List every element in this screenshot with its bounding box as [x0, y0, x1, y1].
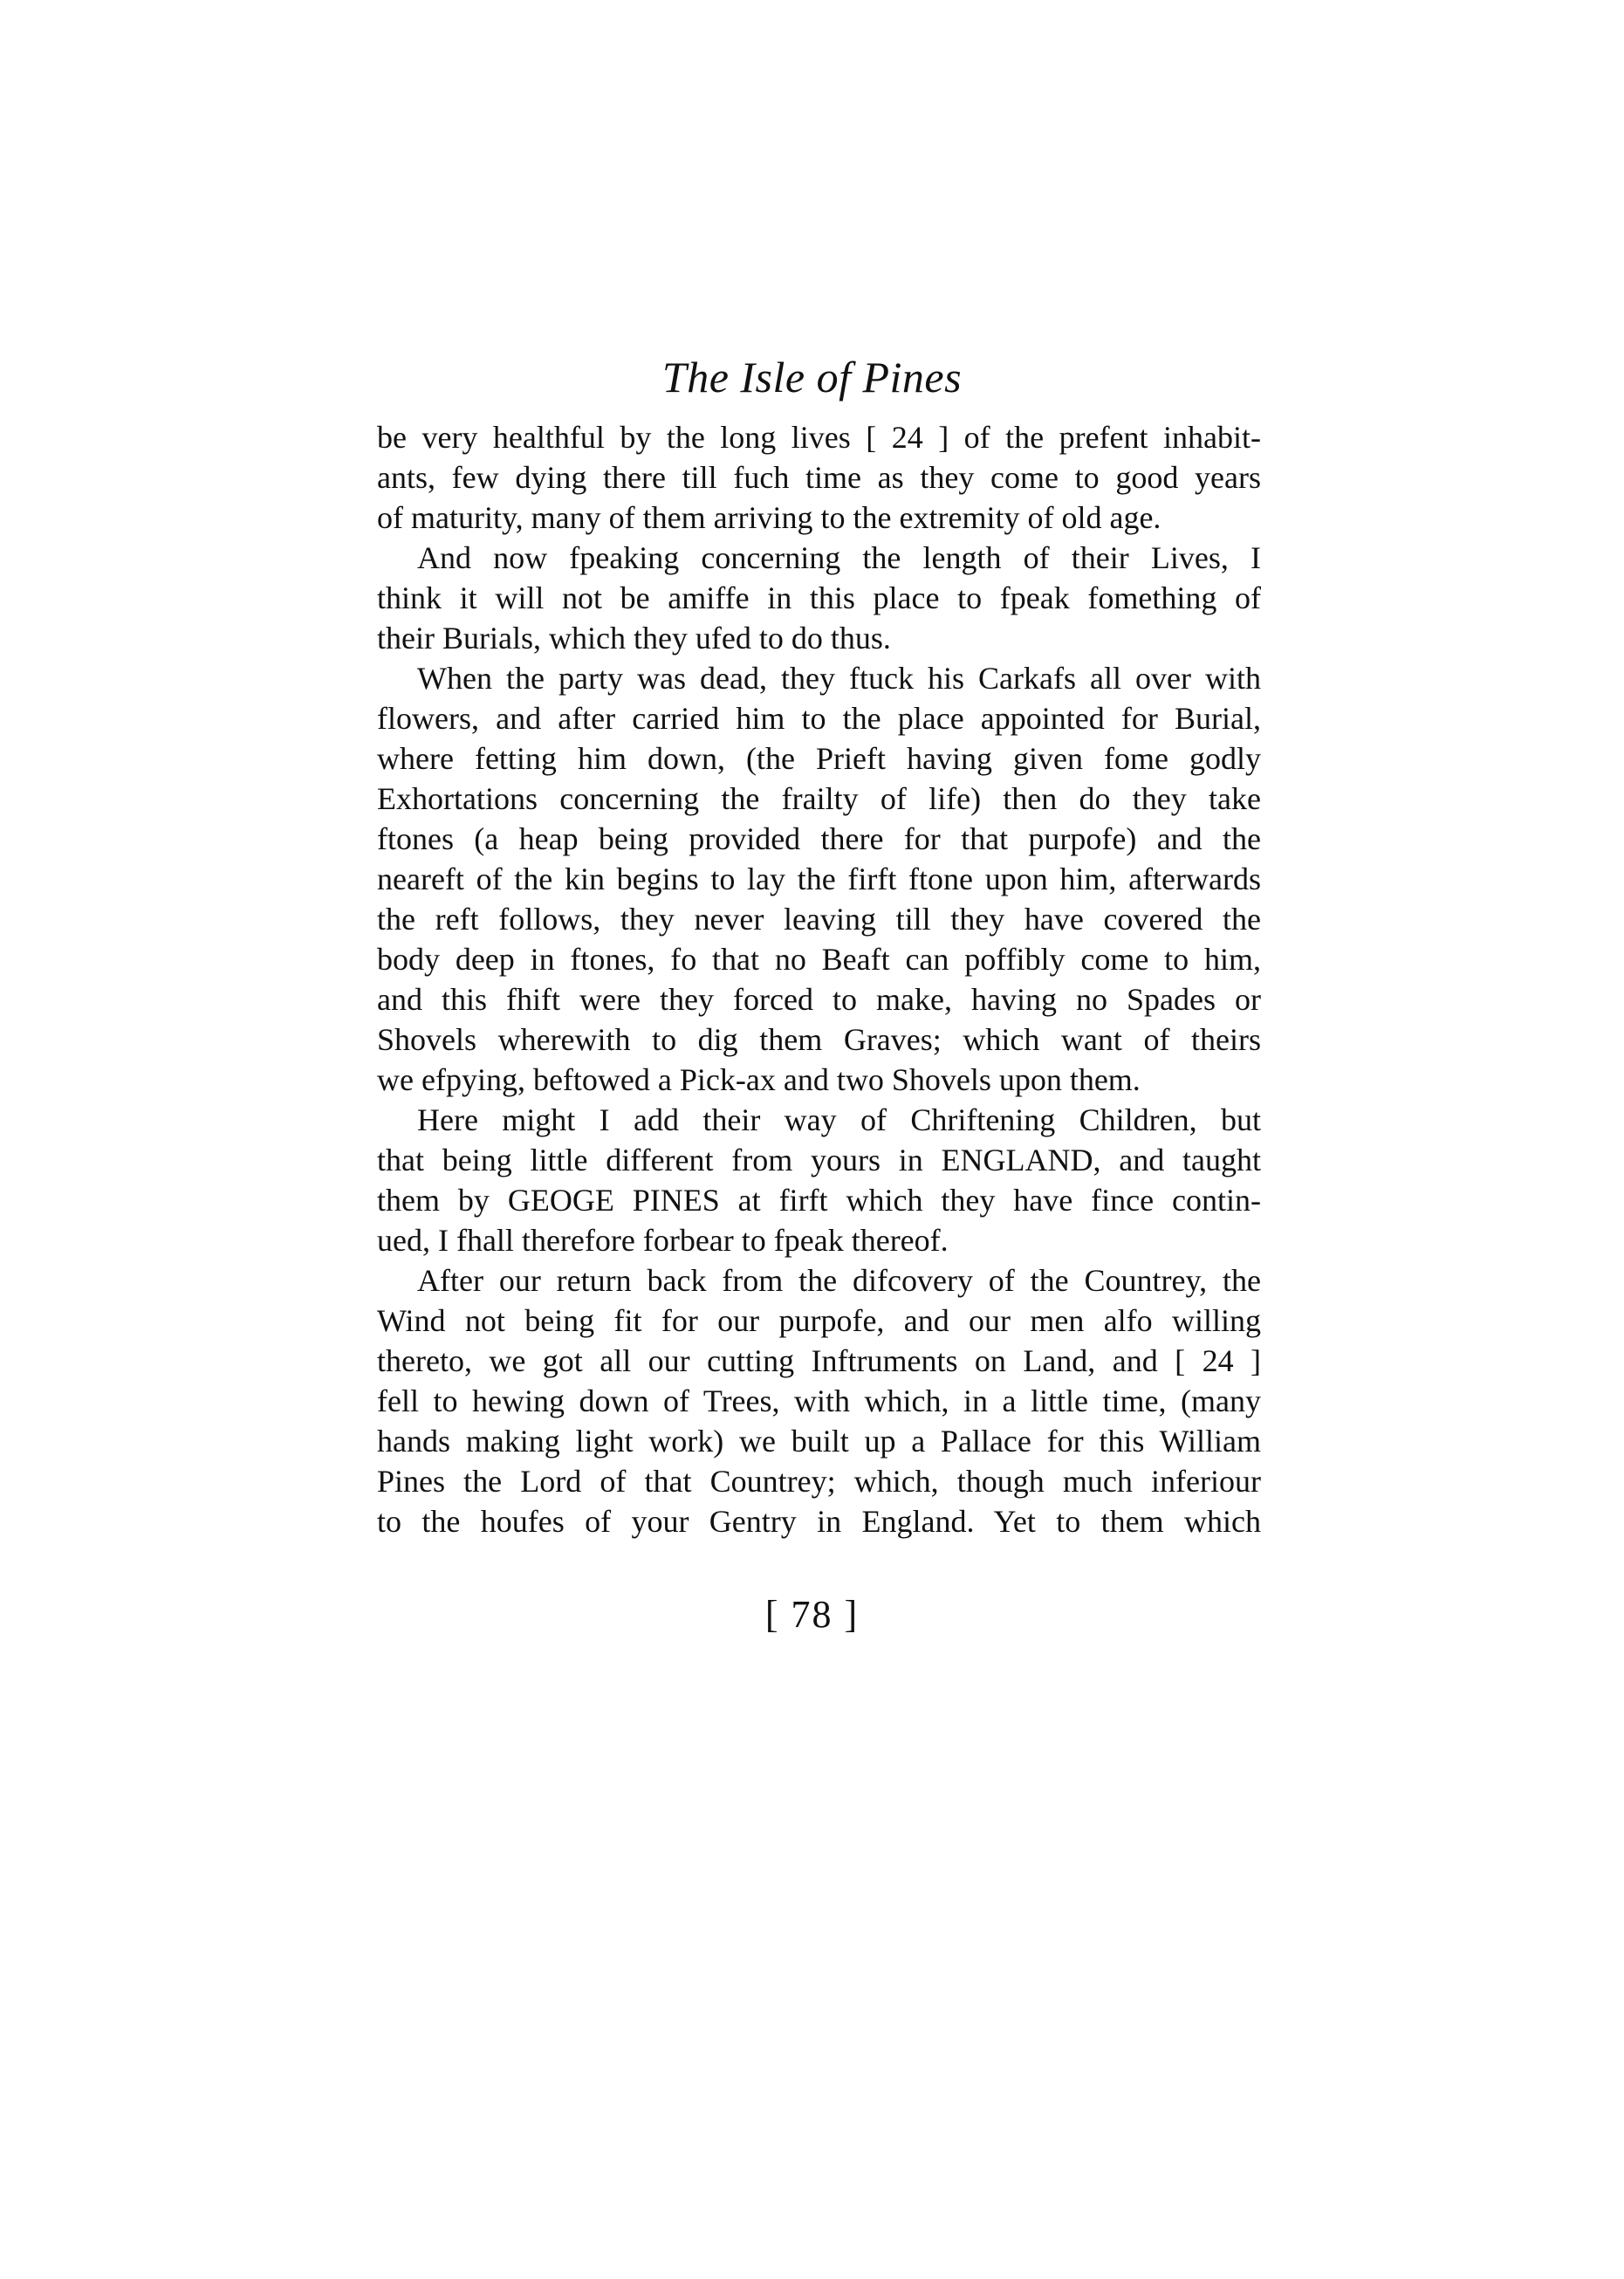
text-line: ftones (a heap being provided there for that purpofe) and the	[377, 821, 1261, 856]
body-text	[377, 417, 1261, 1541]
text-line: we efpying, beftowed a Pick-ax and two Shovels upon them.	[377, 1062, 1141, 1097]
text-line: When the party was dead, they ftuck his Carkafs all over with	[417, 661, 1261, 696]
text-line: the reft follows, they never leaving till they have covered the	[377, 902, 1261, 937]
text-line: Wind not being fit for our purpofe, and our men alfo willing	[377, 1303, 1261, 1338]
text-line: After our return back from the difcovery of the Countrey, the	[417, 1263, 1261, 1298]
text-line: Shovels wherewith to dig them Graves; which want of theirs	[377, 1022, 1261, 1057]
text-line: think it will not be amiffe in this place to fpeak fomething of	[377, 580, 1261, 615]
text-line: hands making light work) we built up a Pallace for this William	[377, 1424, 1261, 1459]
text-line: where fetting him down, (the Prieft having given fome godly	[377, 741, 1261, 776]
text-line: to the houfes of your Gentry in England. Yet to them which	[377, 1504, 1261, 1539]
text-line: flowers, and after carried him to the place appointed for Burial,	[377, 701, 1261, 736]
text-line: Exhortations concerning the frailty of life) then do they take	[377, 781, 1261, 816]
text-line: fell to hewing down of Trees, with which, in a little time, (many	[377, 1383, 1261, 1418]
text-line: neareft of the kin begins to lay the firft ftone upon him, afterwards	[377, 861, 1261, 896]
text-line: their Burials, which they ufed to do thus.	[377, 621, 891, 656]
text-line: thereto, we got all our cutting Inftruments on Land, and [ 24 ]	[377, 1343, 1261, 1378]
text-line: Here might I add their way of Chriftening Children, but	[417, 1102, 1261, 1137]
text-line: ants, few dying there till fuch time as they come to good years	[377, 460, 1261, 495]
text-line: and this fhift were they forced to make, having no Spades or	[377, 982, 1261, 1017]
text-line: body deep in ftones, fo that no Beaft can poffibly come to him,	[377, 942, 1261, 977]
text-line: ued, I fhall therefore forbear to fpeak thereof.	[377, 1223, 949, 1258]
running-title: The Isle of Pines	[661, 353, 963, 402]
text-line: And now fpeaking concerning the length of their Lives, I	[417, 540, 1261, 575]
text-line: that being little different from yours in ENGLAND, and taught	[377, 1143, 1261, 1177]
text-line: Pines the Lord of that Countrey; which, though much inferiour	[377, 1464, 1261, 1499]
text-line: be very healthful by the long lives [ 24 ] of the prefent inhabit-	[377, 420, 1261, 455]
text-line: of maturity, many of them arriving to the extremity of old age.	[377, 500, 1161, 535]
text-line: them by GEOGE PINES at firft which they have fince contin-	[377, 1183, 1261, 1218]
page-number: [ 78 ]	[764, 1593, 860, 1636]
